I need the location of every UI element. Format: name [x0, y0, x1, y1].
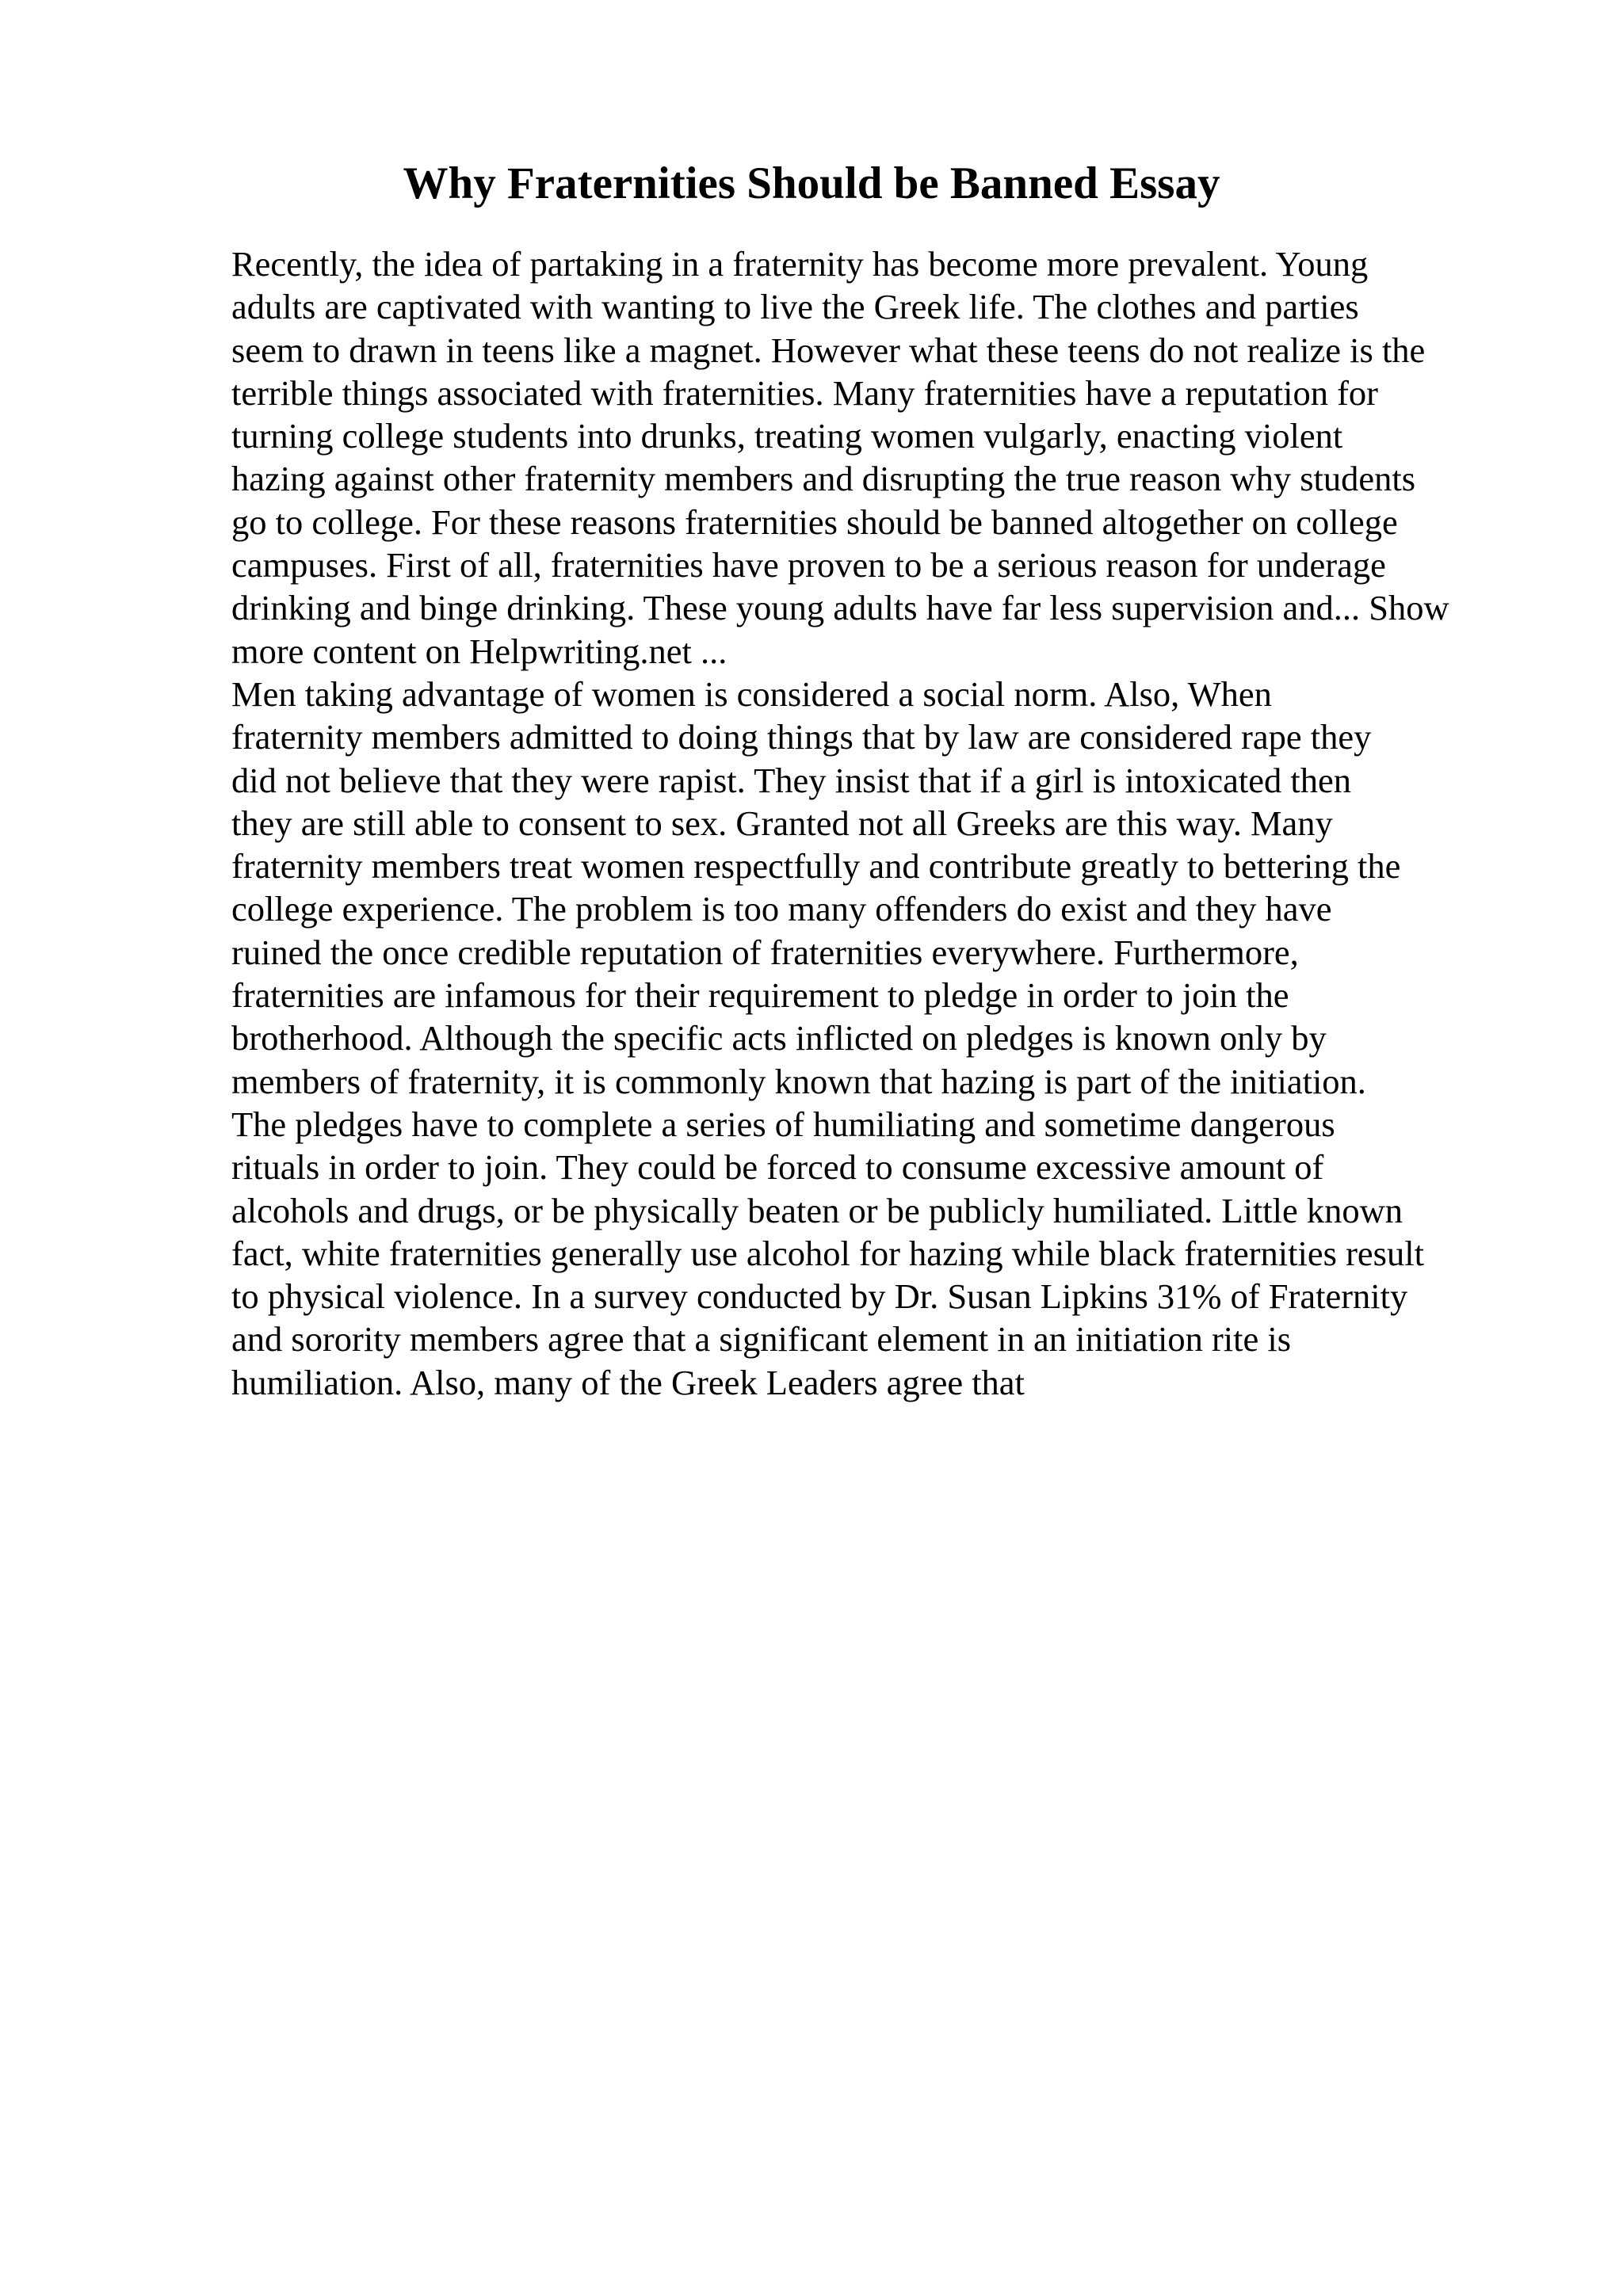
text-line: college experience. The problem is too many offenders do exist and they have — [231, 889, 1332, 929]
text-line: fraternity members treat women respectfully and contribute greatly to bettering the — [231, 846, 1401, 887]
text-line: go to college. For these reasons fraternities should be banned altogether on college — [231, 502, 1398, 542]
text-line: more content on Helpwriting.net ... — [231, 631, 727, 671]
text-line: drinking and binge drinking. These young adults have far less supervision and... Show — [231, 588, 1449, 628]
text-line: brotherhood. Although the specific acts inflicted on pledges is known only by — [231, 1018, 1327, 1058]
text-line: members of fraternity, it is commonly known that hazing is part of the initiation. — [231, 1061, 1366, 1101]
text-line: they are still able to consent to sex. Granted not all Greeks are this way. Many — [231, 803, 1333, 843]
text-line: terrible things associated with fraternities. Many fraternities have a reputation for — [231, 372, 1378, 413]
text-line: campuses. First of all, fraternities have proven to be a serious reason for underage — [231, 545, 1386, 585]
text-line: fraternities are infamous for their requirement to pledge in order to join the — [231, 975, 1289, 1016]
text-line: did not believe that they were rapist. They insist that if a girl is intoxicated then — [231, 760, 1351, 800]
text-line: fact, white fraternities generally use alcohol for hazing while black fraternities result — [231, 1233, 1424, 1273]
text-line: humiliation. Also, many of the Greek Leaders agree that — [231, 1362, 1025, 1402]
text-line: seem to drawn in teens like a magnet. However what these teens do not realize is the — [231, 330, 1426, 370]
text-line: hazing against other fraternity members and disrupting the true reason why students — [231, 459, 1416, 499]
text-line: The pledges have to complete a series of humiliating and sometime dangerous — [231, 1104, 1335, 1144]
text-line: turning college students into drunks, treating women vulgarly, enacting violent — [231, 416, 1343, 456]
text-line: rituals in order to join. They could be forced to consume excessive amount of — [231, 1147, 1324, 1188]
text-line: fraternity members admitted to doing things that by law are considered rape they — [231, 717, 1372, 757]
text-line: Recently, the idea of partaking in a fraternity has become more prevalent. Young — [231, 244, 1369, 284]
text-line: ruined the once credible reputation of fraternities everywhere. Furthermore, — [231, 932, 1299, 972]
text-line: Men taking advantage of women is considered a social norm. Also, When — [231, 673, 1272, 714]
text-line: alcohols and drugs, or be physically beaten or be publicly humiliated. Little known — [231, 1190, 1403, 1230]
text-line: to physical violence. In a survey conducted by Dr. Susan Lipkins 31% of Fraternity — [231, 1276, 1408, 1317]
text-line: and sorority members agree that a significant element in an initiation rite is — [231, 1319, 1292, 1360]
text-line: adults are captivated with wanting to live the Greek life. The clothes and parties — [231, 287, 1359, 327]
essay-body — [231, 242, 1579, 1404]
document-title: Why Fraternities Should be Banned Essay — [403, 158, 1220, 208]
